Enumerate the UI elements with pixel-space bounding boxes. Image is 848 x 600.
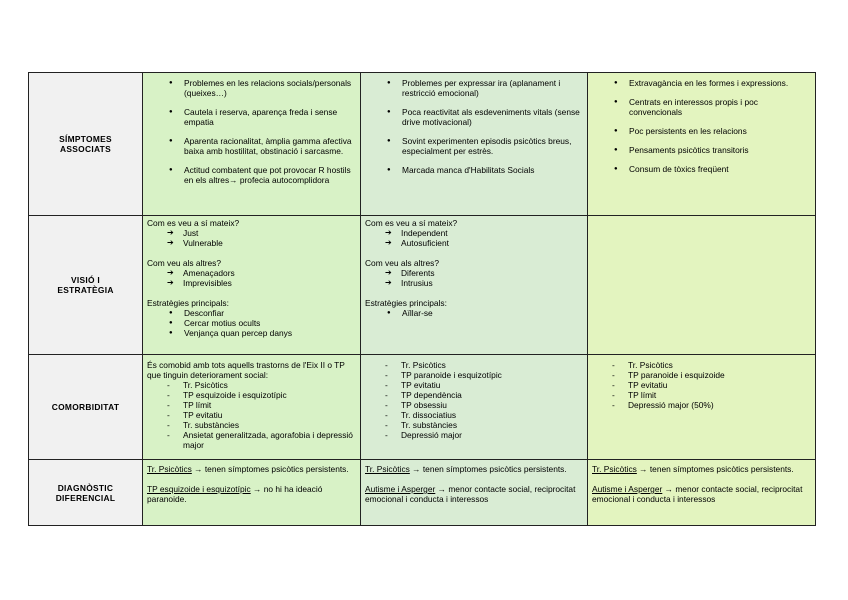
cell-diagnostic-col2: [361, 460, 588, 526]
list-item: ➔ Diferents: [365, 268, 583, 278]
list-item: - TP límit: [592, 390, 811, 400]
list-item: - TP esquizoide i esquizotípic: [147, 390, 356, 400]
list-item: ● Sovint experimenten episodis psicòtics breus, especialment per estrès.: [365, 136, 583, 156]
list-item: - TP evitatiu: [592, 380, 811, 390]
diagnosis-text: → menor contacte social, reciprocitat emocional i conducta i interessos: [592, 484, 803, 504]
list-item: - Tr. Psicòtics: [147, 380, 356, 390]
list-item: - Depressió major: [365, 430, 583, 440]
diagnosis-entry: [592, 464, 811, 474]
diagnosis-term: Tr. Psicòtics: [147, 464, 192, 474]
list-item: ● Aparenta racionalitat, àmplia gamma afectiva baixa amb hostilitat, obstinació i sarcasme.: [147, 136, 356, 156]
list-item: ➔ Autosuficient: [365, 238, 583, 248]
diagnosis-text: → tenen símptomes psicòtics persistents.: [191, 464, 349, 474]
list-item: ➔ Just: [147, 228, 356, 238]
list-item: ● Marcada manca d'Habilitats Socials: [365, 165, 583, 175]
cell-comorbiditat-col3: [588, 355, 816, 460]
diagnosis-text: → menor contacte social, reciprocitat emocional i conducta i interessos: [365, 484, 576, 504]
list-item: ➔ Independent: [365, 228, 583, 238]
diagnosis-entry: [365, 464, 583, 474]
diagnosis-text: → tenen símptomes psicòtics persistents.: [636, 464, 794, 474]
list-item: - Tr. Psicòtics: [365, 360, 583, 370]
list-item: - TP obsessiu: [365, 400, 583, 410]
cell-diagnostic-col3: [588, 460, 816, 526]
diagnosis-text: → tenen símptomes psicòtics persistents.: [409, 464, 567, 474]
list-item: ● Pensaments psicòtics transitoris: [592, 145, 811, 155]
diagnosis-term: Autisme i Asperger: [365, 484, 436, 494]
self-question: Com es veu a sí mateix?: [147, 218, 240, 228]
list-item: ● Consum de tòxics freqüent: [592, 164, 811, 174]
list-item: - Tr. substàncies: [365, 420, 583, 430]
others-question: Com veu als altres?: [147, 258, 222, 268]
list-item: - TP evitatiu: [365, 380, 583, 390]
diagnosis-entry: [147, 484, 356, 504]
cell-comorbiditat-col1: [143, 355, 361, 460]
list-item: - TP evitatiu: [147, 410, 356, 420]
list-item: ● Actitud combatent que pot provocar R hostils en els altres→ profecia autocomplidora: [147, 165, 356, 185]
row-visio: [29, 216, 816, 355]
row-header-visio: VISIÓ I ESTRATÈGIA: [29, 216, 143, 355]
list-item: ● Cercar motius ocults: [147, 318, 356, 328]
list-item: ● Poca reactivitat als esdeveniments vitals (sense drive motivacional): [365, 107, 583, 127]
strategies-heading: Estratègies principals:: [365, 298, 447, 308]
cell-simptomes-col2: [361, 73, 588, 216]
list-item: - TP paranoide i esquizoide: [592, 370, 811, 380]
cell-simptomes-col1: [143, 73, 361, 216]
cell-comorbiditat-col2: [361, 355, 588, 460]
others-question: Com veu als altres?: [365, 258, 440, 268]
row-header-simptomes: SÍMPTOMES ASSOCIATS: [29, 73, 143, 216]
list-item: - TP límit: [147, 400, 356, 410]
list-item: - Depressió major (50%): [592, 400, 811, 410]
diagnosis-term: Autisme i Asperger: [592, 484, 663, 494]
comparison-table: [28, 72, 816, 526]
list-item: ➔ Amenaçadors: [147, 268, 356, 278]
diagnosis-entry: [365, 484, 583, 504]
row-header-diagnostic: DIAGNÒSTIC DIFERENCIAL: [29, 460, 143, 526]
cell-visio-col3-empty: [588, 216, 816, 355]
list-item: ● Aïllar-se: [365, 308, 583, 318]
row-comorbiditat: [29, 355, 816, 460]
list-item: ➔ Vulnerable: [147, 238, 356, 248]
cell-diagnostic-col1: [143, 460, 361, 526]
list-item: ➔ Imprevisibles: [147, 278, 356, 288]
diagnosis-entry: [147, 464, 356, 474]
row-header-comorbiditat: COMORBIDITAT: [29, 355, 143, 460]
list-item: ● Extravagància en les formes i expressions.: [592, 78, 811, 88]
diagnosis-term: Tr. Psicòtics: [592, 464, 637, 474]
list-item: ➔ Intrusius: [365, 278, 583, 288]
list-item: - Tr. dissociatius: [365, 410, 583, 420]
strategies-heading: Estratègies principals:: [147, 298, 229, 308]
comorbidity-intro: És comobid amb tots aquells trastorns de l'Eix II o TP que tinguin deteriorament social:: [147, 360, 345, 380]
diagnosis-entry: [592, 484, 811, 504]
cell-visio-col2: [361, 216, 588, 355]
list-item: ● Problemes per expressar ira (aplanament i restricció emocional): [365, 78, 583, 98]
list-item: ● Venjança quan percep danys: [147, 328, 356, 338]
list-item: ● Poc persistents en les relacions: [592, 126, 811, 136]
row-diagnostic: [29, 460, 816, 526]
list-item: ● Cautela i reserva, aparença freda i sense empatia: [147, 107, 356, 127]
diagnosis-term: TP esquizoide i esquizotípic: [147, 484, 251, 494]
diagnosis-text: → no hi ha ideació paranoide.: [147, 484, 323, 504]
self-question: Com es veu a sí mateix?: [365, 218, 458, 228]
list-item: ● Centrats en interessos propis i poc convencionals: [592, 97, 811, 117]
cell-visio-col1: [143, 216, 361, 355]
row-simptomes: [29, 73, 816, 216]
list-item: ● Problemes en les relacions socials/personals (queixes…): [147, 78, 356, 98]
list-item: - TP paranoide i esquizotípic: [365, 370, 583, 380]
cell-simptomes-col3: [588, 73, 816, 216]
diagnosis-term: Tr. Psicòtics: [365, 464, 410, 474]
list-item: - Ansietat generalitzada, agorafobia i depressió major: [147, 430, 356, 450]
list-item: - Tr. Psicòtics: [592, 360, 811, 370]
list-item: - Tr. substàncies: [147, 420, 356, 430]
list-item: ● Desconfiar: [147, 308, 356, 318]
list-item: - TP dependència: [365, 390, 583, 400]
